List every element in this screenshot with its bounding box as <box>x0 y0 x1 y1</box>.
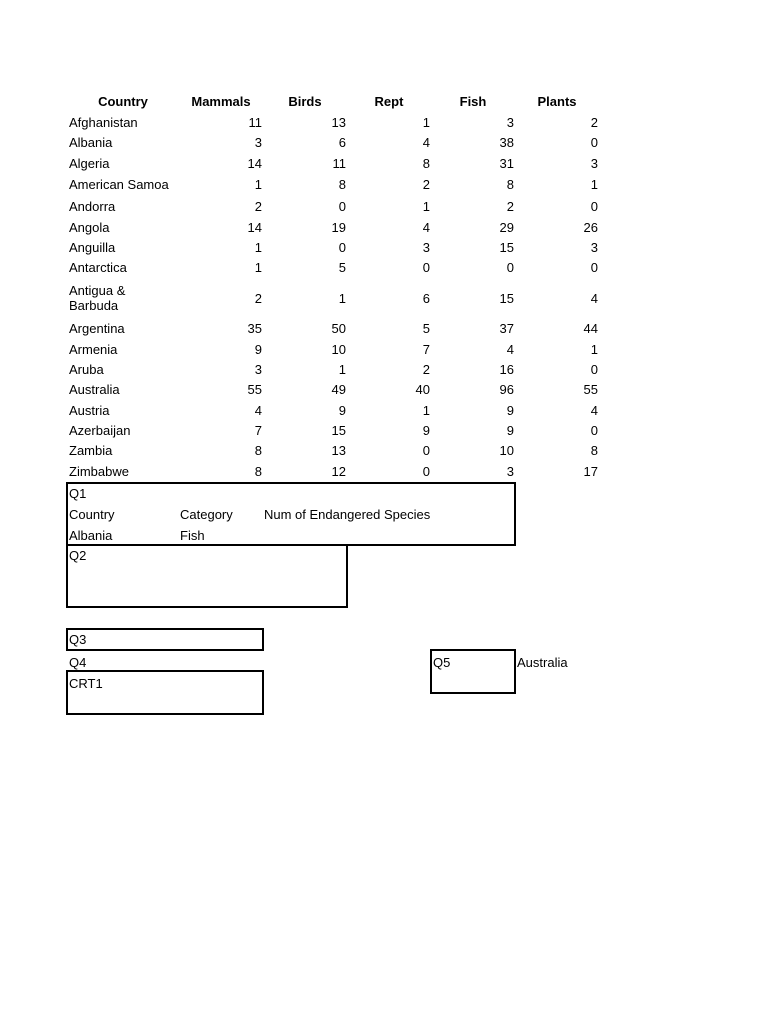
row-value: 0 <box>338 199 346 214</box>
q3-label: Q3 <box>69 632 87 647</box>
q1-country-value[interactable]: Albania <box>69 528 113 543</box>
row-value: 4 <box>590 403 598 418</box>
row-value: 4 <box>422 220 430 235</box>
row-value: 1 <box>254 177 262 192</box>
row-value: 31 <box>499 156 514 171</box>
header-country: Country <box>98 94 148 109</box>
row-value: 3 <box>506 464 514 479</box>
row-value: 0 <box>422 464 430 479</box>
row-value: 1 <box>338 291 346 306</box>
row-value: 2 <box>254 291 262 306</box>
row-value: 1 <box>590 342 598 357</box>
q4-label: Q4 <box>69 655 87 670</box>
row-value: 6 <box>338 135 346 150</box>
row-value: 55 <box>583 382 598 397</box>
row-country: Algeria <box>69 156 110 171</box>
row-value: 8 <box>506 177 514 192</box>
row-country: Antigua & Barbuda <box>69 283 126 313</box>
row-value: 11 <box>248 115 262 130</box>
row-value: 1 <box>590 177 598 192</box>
row-value: 3 <box>590 240 598 255</box>
q5-label: Q5 <box>433 655 451 670</box>
row-value: 0 <box>590 362 598 377</box>
header-mammals: Mammals <box>191 94 251 109</box>
row-country: Aruba <box>69 362 104 377</box>
row-country: Albania <box>69 135 113 150</box>
row-value: 15 <box>499 291 514 306</box>
row-value: 9 <box>506 423 514 438</box>
row-value: 26 <box>583 220 598 235</box>
row-country: Argentina <box>69 321 125 336</box>
row-value: 0 <box>590 260 598 275</box>
row-country: Antarctica <box>69 260 127 275</box>
row-value: 0 <box>422 260 430 275</box>
row-value: 44 <box>583 321 598 336</box>
row-value: 8 <box>590 443 598 458</box>
row-value: 5 <box>338 260 346 275</box>
row-country: Andorra <box>69 199 116 214</box>
row-value: 2 <box>422 362 430 377</box>
row-value: 19 <box>331 220 346 235</box>
row-value: 6 <box>422 291 430 306</box>
row-value: 1 <box>422 199 430 214</box>
row-value: 8 <box>254 443 262 458</box>
row-value: 29 <box>499 220 514 235</box>
row-value: 2 <box>254 199 262 214</box>
q1-category-header: Category <box>180 507 233 522</box>
row-value: 0 <box>338 240 346 255</box>
row-country: Azerbaijan <box>69 423 131 438</box>
q5-value[interactable]: Australia <box>517 655 568 670</box>
row-value: 14 <box>247 220 262 235</box>
row-value: 35 <box>247 321 262 336</box>
row-country: Armenia <box>69 342 118 357</box>
q1-category-value[interactable]: Fish <box>180 528 205 543</box>
q1-country-header: Country <box>69 507 115 522</box>
row-value: 4 <box>422 135 430 150</box>
row-value: 8 <box>338 177 346 192</box>
row-value: 11 <box>332 156 346 171</box>
row-value: 4 <box>254 403 262 418</box>
header-plants: Plants <box>537 94 577 109</box>
row-value: 2 <box>590 115 598 130</box>
row-value: 15 <box>331 423 346 438</box>
row-value: 8 <box>422 156 430 171</box>
row-value: 15 <box>499 240 514 255</box>
row-value: 37 <box>499 321 514 336</box>
row-country: Austria <box>69 403 110 418</box>
row-value: 3 <box>506 115 514 130</box>
row-value: 3 <box>590 156 598 171</box>
row-country: Australia <box>69 382 120 397</box>
row-value: 4 <box>506 342 514 357</box>
row-value: 1 <box>422 403 430 418</box>
crt1-label: CRT1 <box>69 676 103 691</box>
row-value: 0 <box>506 260 514 275</box>
header-fish: Fish <box>459 94 487 109</box>
row-value: 5 <box>422 321 430 336</box>
row-value: 13 <box>331 115 346 130</box>
row-country: Angola <box>69 220 110 235</box>
row-value: 9 <box>506 403 514 418</box>
row-value: 4 <box>590 291 598 306</box>
row-value: 14 <box>247 156 262 171</box>
row-value: 1 <box>254 240 262 255</box>
row-value: 96 <box>499 382 514 397</box>
q1-num-header: Num of Endangered Species <box>264 507 431 522</box>
row-country: Zambia <box>69 443 113 458</box>
row-value: 2 <box>506 199 514 214</box>
row-value: 7 <box>254 423 262 438</box>
row-value: 1 <box>338 362 346 377</box>
row-value: 12 <box>331 464 346 479</box>
row-value: 1 <box>254 260 262 275</box>
row-value: 9 <box>338 403 346 418</box>
row-value: 10 <box>499 443 514 458</box>
row-value: 16 <box>499 362 514 377</box>
row-value: 0 <box>422 443 430 458</box>
row-value: 2 <box>422 177 430 192</box>
q2-box[interactable] <box>66 544 348 608</box>
row-value: 55 <box>247 382 262 397</box>
row-value: 10 <box>331 342 346 357</box>
row-country: Afghanistan <box>69 115 138 130</box>
header-rept: Rept <box>374 94 404 109</box>
q1-label: Q1 <box>69 486 87 501</box>
row-country: Anguilla <box>69 240 116 255</box>
row-value: 49 <box>331 382 346 397</box>
q2-label: Q2 <box>69 548 87 563</box>
row-value: 9 <box>254 342 262 357</box>
row-value: 40 <box>415 382 430 397</box>
row-value: 3 <box>422 240 430 255</box>
row-value: 1 <box>422 115 430 130</box>
row-value: 3 <box>254 135 262 150</box>
q3-box[interactable] <box>66 628 264 651</box>
row-value: 0 <box>590 199 598 214</box>
row-value: 8 <box>254 464 262 479</box>
row-value: 0 <box>590 423 598 438</box>
row-value: 3 <box>254 362 262 377</box>
row-value: 7 <box>422 342 430 357</box>
row-value: 38 <box>499 135 514 150</box>
row-value: 9 <box>422 423 430 438</box>
row-value: 13 <box>331 443 346 458</box>
row-country: American Samoa <box>69 177 169 192</box>
row-value: 17 <box>583 464 598 479</box>
row-value: 0 <box>590 135 598 150</box>
row-value: 50 <box>331 321 346 336</box>
row-country: Zimbabwe <box>69 464 129 479</box>
header-birds: Birds <box>288 94 322 109</box>
